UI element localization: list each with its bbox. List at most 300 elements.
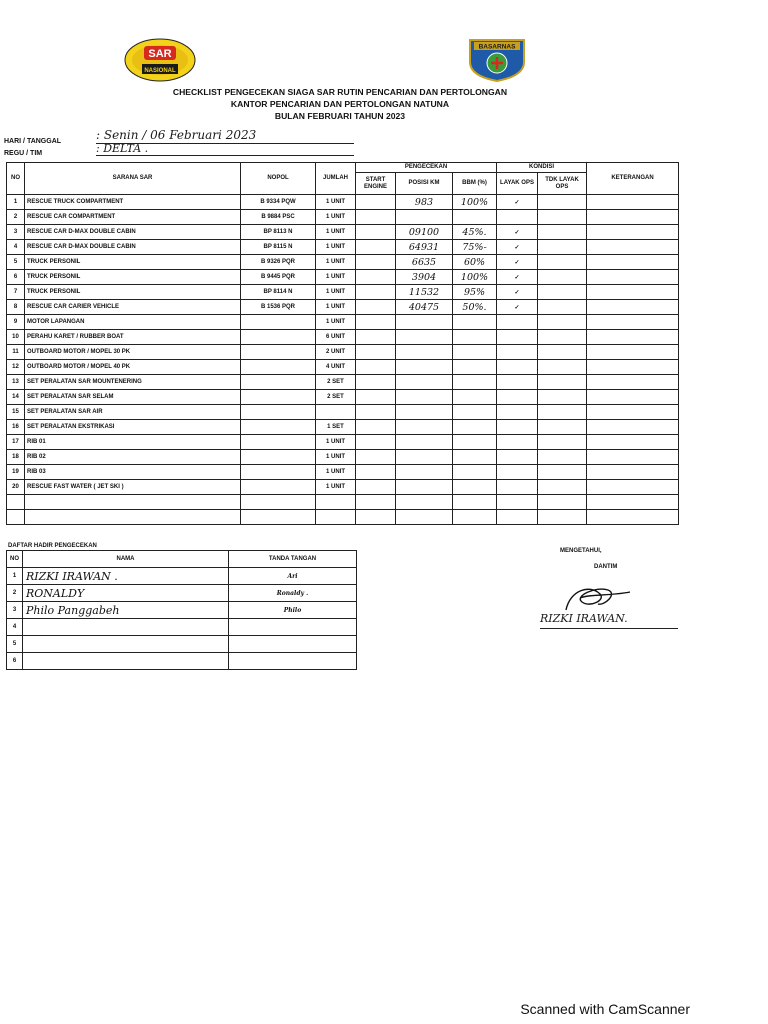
header-tdk-layak-ops: TDK LAYAK OPS: [538, 173, 587, 195]
row-tdk-layak-ops: [538, 225, 587, 240]
row-layak-ops: [497, 315, 538, 330]
row-layak-ops: [497, 405, 538, 420]
row-bbm: [453, 420, 497, 435]
att-row-signature: [229, 636, 357, 653]
row-posisi-km: 40475: [396, 300, 453, 315]
row-jumlah: 1 UNIT: [316, 300, 356, 315]
row-sarana: RESCUE CAR D-MAX DOUBLE CABIN: [25, 240, 241, 255]
table-row: [7, 450, 679, 465]
row-posisi-km: [396, 450, 453, 465]
team-label: REGU / TIM: [4, 150, 43, 157]
row-sarana: TRUCK PERSONIL: [25, 285, 241, 300]
table-row-empty: [7, 510, 679, 525]
row-sarana: MOTOR LAPANGAN: [25, 315, 241, 330]
header-no: NO: [7, 163, 25, 195]
row-keterangan: [587, 360, 679, 375]
empty-cell: [25, 510, 241, 525]
row-bbm: [453, 405, 497, 420]
row-bbm: [453, 210, 497, 225]
row-start-engine: [356, 390, 396, 405]
row-jumlah: 1 UNIT: [316, 240, 356, 255]
row-jumlah: 6 UNIT: [316, 330, 356, 345]
row-keterangan: [587, 450, 679, 465]
table-row: [7, 225, 679, 240]
row-posisi-km: 6635: [396, 255, 453, 270]
row-jumlah: 4 UNIT: [316, 360, 356, 375]
row-jumlah: 1 UNIT: [316, 480, 356, 495]
sar-nasional-logo: [124, 38, 196, 82]
row-jumlah: [316, 405, 356, 420]
att-row-no: 2: [7, 585, 23, 602]
attendance-body: [7, 568, 357, 670]
row-posisi-km: [396, 390, 453, 405]
row-nopol: BP 8113 N: [241, 225, 316, 240]
row-no: 13: [7, 375, 25, 390]
empty-cell: [241, 495, 316, 510]
att-row-signature: Ronaldy .: [229, 585, 357, 602]
title-line-1: CHECKLIST PENGECEKAN SIAGA SAR RUTIN PENCARIAN DAN PERTOLONGAN: [172, 87, 508, 97]
row-layak-ops: [497, 375, 538, 390]
table-row: [7, 360, 679, 375]
attendance-row: [7, 619, 357, 636]
row-nopol: [241, 330, 316, 345]
row-tdk-layak-ops: [538, 210, 587, 225]
row-start-engine: [356, 330, 396, 345]
att-row-no: 4: [7, 619, 23, 636]
row-layak-ops: [497, 345, 538, 360]
row-no: 12: [7, 360, 25, 375]
empty-cell: [396, 495, 453, 510]
row-jumlah: 1 UNIT: [316, 315, 356, 330]
row-sarana: RESCUE CAR CARIER VEHICLE: [25, 300, 241, 315]
row-no: 20: [7, 480, 25, 495]
row-start-engine: [356, 435, 396, 450]
row-posisi-km: 11532: [396, 285, 453, 300]
row-jumlah: 1 UNIT: [316, 465, 356, 480]
row-keterangan: [587, 195, 679, 210]
row-layak-ops: ✓: [497, 225, 538, 240]
row-bbm: 60%: [453, 255, 497, 270]
row-tdk-layak-ops: [538, 285, 587, 300]
row-nopol: [241, 480, 316, 495]
row-bbm: [453, 450, 497, 465]
table-row: [7, 285, 679, 300]
empty-cell: [587, 510, 679, 525]
row-posisi-km: [396, 345, 453, 360]
empty-cell: [7, 510, 25, 525]
row-no: 10: [7, 330, 25, 345]
row-posisi-km: [396, 330, 453, 345]
basarnas-logo-text: BASARNAS: [478, 43, 516, 51]
row-bbm: 100%: [453, 195, 497, 210]
table-row: [7, 240, 679, 255]
row-keterangan: [587, 420, 679, 435]
row-bbm: 100%: [453, 270, 497, 285]
row-layak-ops: ✓: [497, 300, 538, 315]
row-sarana: TRUCK PERSONIL: [25, 255, 241, 270]
row-nopol: [241, 360, 316, 375]
row-keterangan: [587, 330, 679, 345]
row-sarana: OUTBOARD MOTOR / MOPEL 40 PK: [25, 360, 241, 375]
row-nopol: [241, 405, 316, 420]
row-start-engine: [356, 210, 396, 225]
row-tdk-layak-ops: [538, 450, 587, 465]
row-tdk-layak-ops: [538, 270, 587, 285]
empty-cell: [497, 495, 538, 510]
att-row-nama: [23, 653, 229, 670]
row-start-engine: [356, 285, 396, 300]
row-layak-ops: ✓: [497, 285, 538, 300]
row-no: 3: [7, 225, 25, 240]
row-start-engine: [356, 195, 396, 210]
row-tdk-layak-ops: [538, 390, 587, 405]
att-row-nama: RIZKI IRAWAN .: [23, 568, 229, 585]
row-tdk-layak-ops: [538, 465, 587, 480]
row-no: 8: [7, 300, 25, 315]
row-layak-ops: [497, 210, 538, 225]
att-row-nama: RONALDY: [23, 585, 229, 602]
row-start-engine: [356, 465, 396, 480]
row-no: 5: [7, 255, 25, 270]
row-sarana: SET PERALATAN SAR SELAM: [25, 390, 241, 405]
row-layak-ops: [497, 330, 538, 345]
basarnas-logo: [464, 36, 530, 82]
row-jumlah: 1 UNIT: [316, 435, 356, 450]
att-row-signature: [229, 619, 357, 636]
row-start-engine: [356, 420, 396, 435]
empty-cell: [25, 495, 241, 510]
row-sarana: RESCUE TRUCK COMPARTMENT: [25, 195, 241, 210]
empty-cell: [316, 510, 356, 525]
row-bbm: 75%-: [453, 240, 497, 255]
attendance-row: [7, 653, 357, 670]
row-sarana: SET PERALATAN EKSTRIKASI: [25, 420, 241, 435]
sar-logo-subtext: NASIONAL: [144, 68, 176, 74]
table-row: [7, 405, 679, 420]
document-title: [120, 86, 560, 122]
row-start-engine: [356, 405, 396, 420]
empty-cell: [356, 495, 396, 510]
checklist-body: [7, 195, 679, 525]
row-no: 14: [7, 390, 25, 405]
row-posisi-km: [396, 435, 453, 450]
row-jumlah: 1 UNIT: [316, 450, 356, 465]
row-posisi-km: 09100: [396, 225, 453, 240]
row-layak-ops: ✓: [497, 240, 538, 255]
row-bbm: [453, 330, 497, 345]
table-row-empty: [7, 495, 679, 510]
empty-cell: [453, 510, 497, 525]
row-jumlah: 1 UNIT: [316, 210, 356, 225]
row-start-engine: [356, 300, 396, 315]
row-keterangan: [587, 225, 679, 240]
row-sarana: RIB 02: [25, 450, 241, 465]
row-posisi-km: 3904: [396, 270, 453, 285]
att-row-no: 1: [7, 568, 23, 585]
row-bbm: 50%.: [453, 300, 497, 315]
row-jumlah: 1 UNIT: [316, 255, 356, 270]
row-nopol: [241, 450, 316, 465]
row-sarana: SET PERALATAN SAR AIR: [25, 405, 241, 420]
row-layak-ops: [497, 420, 538, 435]
row-nopol: [241, 315, 316, 330]
row-sarana: OUTBOARD MOTOR / MOPEL 30 PK: [25, 345, 241, 360]
row-jumlah: 2 SET: [316, 375, 356, 390]
row-keterangan: [587, 210, 679, 225]
row-bbm: [453, 315, 497, 330]
day-value: : Senin / 06 Februari 2023: [96, 128, 257, 142]
row-tdk-layak-ops: [538, 435, 587, 450]
table-row: [7, 210, 679, 225]
att-row-signature: Philo: [229, 602, 357, 619]
table-row: [7, 255, 679, 270]
att-header-no: NO: [7, 551, 23, 568]
checklist-table: [6, 162, 679, 525]
row-tdk-layak-ops: [538, 330, 587, 345]
empty-cell: [497, 510, 538, 525]
camscanner-footer: Scanned with CamScanner: [520, 1001, 690, 1017]
row-start-engine: [356, 360, 396, 375]
row-tdk-layak-ops: [538, 300, 587, 315]
header-bbm: BBM (%): [453, 173, 497, 195]
attendance-row: [7, 585, 357, 602]
att-header-ttd: TANDA TANGAN: [229, 551, 357, 568]
empty-cell: [316, 495, 356, 510]
row-nopol: B 1536 PQR: [241, 300, 316, 315]
row-posisi-km: [396, 360, 453, 375]
header-layak-ops: LAYAK OPS: [497, 173, 538, 195]
row-sarana: PERAHU KARET / RUBBER BOAT: [25, 330, 241, 345]
row-nopol: BP 8114 N: [241, 285, 316, 300]
row-nopol: [241, 465, 316, 480]
row-no: 11: [7, 345, 25, 360]
row-sarana: TRUCK PERSONIL: [25, 270, 241, 285]
table-row: [7, 375, 679, 390]
row-bbm: 95%: [453, 285, 497, 300]
att-header-nama: NAMA: [23, 551, 229, 568]
row-jumlah: 1 SET: [316, 420, 356, 435]
header-kondisi: KONDISI: [497, 163, 587, 173]
row-sarana: RIB 01: [25, 435, 241, 450]
row-keterangan: [587, 465, 679, 480]
row-nopol: B 9445 PQR: [241, 270, 316, 285]
row-start-engine: [356, 225, 396, 240]
row-nopol: BP 8115 N: [241, 240, 316, 255]
table-row: [7, 420, 679, 435]
sar-logo-text: SAR: [148, 48, 172, 60]
header-jumlah: JUMLAH: [316, 163, 356, 195]
row-keterangan: [587, 270, 679, 285]
empty-cell: [453, 495, 497, 510]
table-row: [7, 465, 679, 480]
table-row: [7, 390, 679, 405]
mengetahui-label: MENGETAHUI,: [560, 548, 602, 554]
row-keterangan: [587, 405, 679, 420]
row-sarana: RESCUE FAST WATER ( JET SKI ): [25, 480, 241, 495]
row-keterangan: [587, 375, 679, 390]
row-tdk-layak-ops: [538, 345, 587, 360]
row-keterangan: [587, 435, 679, 450]
dantim-name: RIZKI IRAWAN.: [540, 612, 628, 625]
day-label: HARI / TANGGAL: [4, 138, 62, 145]
row-posisi-km: [396, 210, 453, 225]
team-value: : DELTA .: [96, 142, 149, 155]
team-underline: [96, 155, 354, 156]
row-jumlah: 2 SET: [316, 390, 356, 405]
row-layak-ops: [497, 360, 538, 375]
row-bbm: 45%.: [453, 225, 497, 240]
row-no: 4: [7, 240, 25, 255]
row-layak-ops: ✓: [497, 255, 538, 270]
empty-cell: [538, 495, 587, 510]
row-layak-ops: [497, 390, 538, 405]
row-no: 6: [7, 270, 25, 285]
empty-cell: [396, 510, 453, 525]
row-nopol: [241, 390, 316, 405]
row-nopol: [241, 420, 316, 435]
row-tdk-layak-ops: [538, 480, 587, 495]
att-row-nama: Philo Panggabeh: [23, 602, 229, 619]
row-jumlah: 1 UNIT: [316, 270, 356, 285]
row-sarana: RESCUE CAR COMPARTMENT: [25, 210, 241, 225]
row-bbm: [453, 435, 497, 450]
attendance-row: [7, 636, 357, 653]
row-sarana: RESCUE CAR D-MAX DOUBLE CABIN: [25, 225, 241, 240]
row-jumlah: 1 UNIT: [316, 285, 356, 300]
row-keterangan: [587, 255, 679, 270]
row-start-engine: [356, 450, 396, 465]
row-start-engine: [356, 345, 396, 360]
row-start-engine: [356, 375, 396, 390]
header-nopol: NOPOL: [241, 163, 316, 195]
row-bbm: [453, 390, 497, 405]
row-keterangan: [587, 300, 679, 315]
row-no: 1: [7, 195, 25, 210]
row-tdk-layak-ops: [538, 255, 587, 270]
dantim-underline: [540, 628, 678, 629]
row-no: 18: [7, 450, 25, 465]
row-posisi-km: 983: [396, 195, 453, 210]
table-row: [7, 300, 679, 315]
row-posisi-km: [396, 420, 453, 435]
table-row: [7, 270, 679, 285]
row-tdk-layak-ops: [538, 315, 587, 330]
attendance-row: [7, 602, 357, 619]
row-layak-ops: [497, 480, 538, 495]
row-layak-ops: ✓: [497, 270, 538, 285]
row-nopol: B 9326 PQR: [241, 255, 316, 270]
row-tdk-layak-ops: [538, 195, 587, 210]
empty-cell: [356, 510, 396, 525]
row-bbm: [453, 465, 497, 480]
empty-cell: [587, 495, 679, 510]
att-row-no: 3: [7, 602, 23, 619]
row-layak-ops: [497, 450, 538, 465]
row-keterangan: [587, 345, 679, 360]
row-no: 15: [7, 405, 25, 420]
att-row-signature: Ari: [229, 568, 357, 585]
row-start-engine: [356, 480, 396, 495]
row-start-engine: [356, 240, 396, 255]
table-row: [7, 195, 679, 210]
header-pengecekan: PENGECEKAN: [356, 163, 497, 173]
att-row-nama: [23, 636, 229, 653]
attendance-row: [7, 568, 357, 585]
title-line-2: KANTOR PENCARIAN DAN PERTOLONGAN NATUNA: [230, 99, 450, 109]
empty-cell: [241, 510, 316, 525]
dantim-signature: [560, 580, 640, 616]
row-bbm: [453, 360, 497, 375]
table-row: [7, 345, 679, 360]
row-sarana: SET PERALATAN SAR MOUNTENERING: [25, 375, 241, 390]
row-bbm: [453, 480, 497, 495]
row-no: 17: [7, 435, 25, 450]
row-keterangan: [587, 240, 679, 255]
table-row: [7, 315, 679, 330]
row-nopol: [241, 345, 316, 360]
row-posisi-km: [396, 315, 453, 330]
row-tdk-layak-ops: [538, 240, 587, 255]
header-sarana: SARANA SAR: [25, 163, 241, 195]
row-nopol: B 9334 PQW: [241, 195, 316, 210]
dantim-label: DANTIM: [594, 564, 618, 570]
row-no: 19: [7, 465, 25, 480]
empty-cell: [538, 510, 587, 525]
row-jumlah: 2 UNIT: [316, 345, 356, 360]
row-no: 16: [7, 420, 25, 435]
row-nopol: B 9884 PSC: [241, 210, 316, 225]
row-keterangan: [587, 480, 679, 495]
table-row: [7, 435, 679, 450]
row-posisi-km: [396, 465, 453, 480]
row-layak-ops: [497, 465, 538, 480]
row-keterangan: [587, 390, 679, 405]
row-start-engine: [356, 255, 396, 270]
row-bbm: [453, 345, 497, 360]
row-posisi-km: [396, 480, 453, 495]
row-no: 7: [7, 285, 25, 300]
row-tdk-layak-ops: [538, 360, 587, 375]
row-posisi-km: [396, 375, 453, 390]
row-nopol: [241, 375, 316, 390]
empty-cell: [7, 495, 25, 510]
header-keterangan: KETERANGAN: [587, 163, 679, 195]
row-tdk-layak-ops: [538, 405, 587, 420]
row-keterangan: [587, 285, 679, 300]
row-tdk-layak-ops: [538, 375, 587, 390]
att-row-signature: [229, 653, 357, 670]
row-sarana: RIB 03: [25, 465, 241, 480]
row-start-engine: [356, 270, 396, 285]
table-row: [7, 480, 679, 495]
row-layak-ops: ✓: [497, 195, 538, 210]
attendance-table: [6, 550, 357, 670]
row-posisi-km: [396, 405, 453, 420]
att-row-no: 6: [7, 653, 23, 670]
row-no: 2: [7, 210, 25, 225]
row-nopol: [241, 435, 316, 450]
table-row: [7, 330, 679, 345]
row-jumlah: 1 UNIT: [316, 225, 356, 240]
row-layak-ops: [497, 435, 538, 450]
header-posisi-km: POSISI KM: [396, 173, 453, 195]
row-jumlah: 1 UNIT: [316, 195, 356, 210]
att-row-nama: [23, 619, 229, 636]
row-tdk-layak-ops: [538, 420, 587, 435]
row-start-engine: [356, 315, 396, 330]
row-bbm: [453, 375, 497, 390]
attendance-title: DAFTAR HADIR PENGECEKAN: [8, 543, 97, 549]
